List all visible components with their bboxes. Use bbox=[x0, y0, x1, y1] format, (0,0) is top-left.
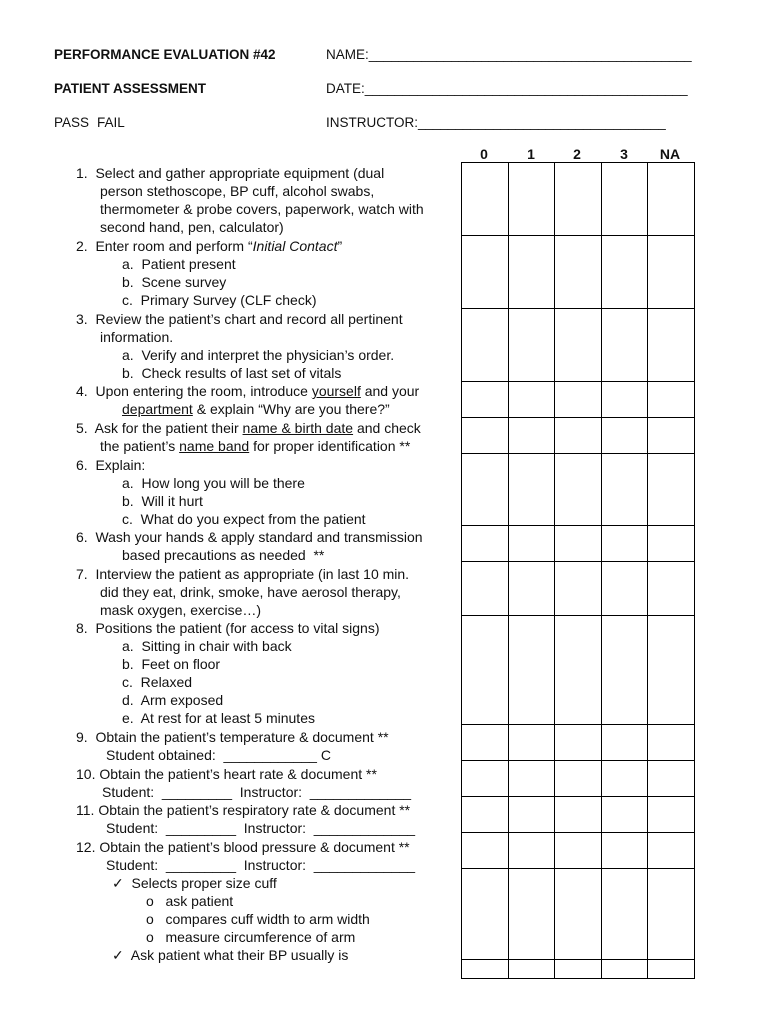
item-5-text: 5. Ask for the patient their bbox=[76, 420, 243, 436]
score-row bbox=[462, 833, 695, 869]
score-cell[interactable] bbox=[508, 382, 555, 418]
score-cell[interactable] bbox=[648, 960, 695, 979]
score-cell[interactable] bbox=[601, 960, 648, 979]
score-cell[interactable] bbox=[555, 418, 602, 454]
score-cell[interactable] bbox=[555, 562, 602, 616]
score-row bbox=[462, 725, 695, 761]
item-4-underline-department: department bbox=[122, 401, 193, 417]
score-cell[interactable] bbox=[555, 382, 602, 418]
score-cell[interactable] bbox=[648, 797, 695, 833]
score-cell[interactable] bbox=[508, 163, 555, 236]
item-1-line3: thermometer & probe covers, paperwork, watch with bbox=[100, 201, 424, 217]
score-row bbox=[462, 869, 695, 960]
form-title: PERFORMANCE EVALUATION #42 bbox=[54, 47, 276, 62]
bullet-compare-cuff: o compares cuff width to arm width bbox=[146, 911, 370, 927]
score-row bbox=[462, 797, 695, 833]
item-8-line3: mask oxygen, exercise…) bbox=[100, 602, 262, 618]
score-row bbox=[462, 616, 695, 725]
score-cell[interactable] bbox=[462, 797, 509, 833]
item-5-underline-name-birth: name & birth date bbox=[242, 420, 354, 436]
check-item-usual-bp: ✓ Ask patient what their BP usually is bbox=[112, 947, 349, 963]
col-header-3: 3 bbox=[620, 146, 628, 162]
score-cell[interactable] bbox=[462, 869, 509, 960]
item-12-line1: 11. Obtain the patient’s respiratory rate & document ** bbox=[76, 802, 411, 818]
score-cell[interactable] bbox=[555, 761, 602, 797]
item-5-line2 bbox=[100, 437, 410, 455]
score-cell[interactable] bbox=[462, 418, 509, 454]
score-cell[interactable] bbox=[508, 236, 555, 309]
item-1-line1: 1. Select and gather appropriate equipment (dual bbox=[76, 165, 385, 181]
score-cell[interactable] bbox=[555, 725, 602, 761]
score-row bbox=[462, 309, 695, 382]
score-cell[interactable] bbox=[648, 418, 695, 454]
name-field[interactable]: NAME:___________________________________________ bbox=[326, 47, 692, 62]
item-8-line1: 7. Interview the patient as appropriate (in last 10 min. bbox=[76, 566, 410, 582]
bullet-measure-arm: o measure circumference of arm bbox=[146, 929, 356, 945]
score-cell[interactable] bbox=[508, 418, 555, 454]
score-cell[interactable] bbox=[601, 418, 648, 454]
item-4-underline-yourself: yourself bbox=[311, 383, 361, 399]
item-6c: c. What do you expect from the patient bbox=[122, 511, 366, 527]
item-2 bbox=[76, 237, 342, 255]
score-cell[interactable] bbox=[508, 562, 555, 616]
score-cell[interactable] bbox=[462, 526, 509, 562]
item-9e: e. At rest for at least 5 minutes bbox=[122, 710, 315, 726]
item-5-line1 bbox=[76, 419, 421, 437]
score-cell[interactable] bbox=[648, 562, 695, 616]
date-field[interactable]: DATE:___________________________________________ bbox=[326, 81, 688, 96]
item-4-text3: & explain “Why are you there?” bbox=[192, 401, 390, 417]
score-row bbox=[462, 960, 695, 979]
score-cell[interactable] bbox=[648, 869, 695, 960]
score-cell[interactable] bbox=[555, 869, 602, 960]
item-7-line1: 6. Wash your hands & apply standard and transmission bbox=[76, 529, 423, 545]
score-row bbox=[462, 526, 695, 562]
score-cell[interactable] bbox=[508, 454, 555, 526]
score-cell[interactable] bbox=[508, 725, 555, 761]
item-3-line2: information. bbox=[100, 329, 174, 345]
item-2c: c. Primary Survey (CLF check) bbox=[122, 292, 317, 308]
score-cell[interactable] bbox=[648, 833, 695, 869]
item-3-line1: 3. Review the patient’s chart and record all pertinent bbox=[76, 311, 403, 327]
score-cell[interactable] bbox=[508, 869, 555, 960]
item-4-text2: and your bbox=[360, 383, 420, 399]
item-5-text3: the patient’s bbox=[100, 438, 180, 454]
bullet-ask-patient: o ask patient bbox=[146, 893, 234, 909]
score-cell[interactable] bbox=[601, 833, 648, 869]
item-9b: b. Feet on floor bbox=[122, 656, 221, 672]
item-11-line2: Student: _________ Instructor: _____________ bbox=[102, 784, 412, 800]
item-7-line2: based precautions as needed ** bbox=[122, 547, 325, 563]
col-header-2: 2 bbox=[573, 146, 581, 162]
score-cell[interactable] bbox=[462, 725, 509, 761]
score-cell[interactable] bbox=[648, 526, 695, 562]
score-cell[interactable] bbox=[648, 236, 695, 309]
score-cell[interactable] bbox=[601, 236, 648, 309]
item-3a: a. Verify and interpret the physician’s order. bbox=[122, 347, 395, 363]
score-row bbox=[462, 382, 695, 418]
score-cell[interactable] bbox=[648, 309, 695, 382]
score-row bbox=[462, 761, 695, 797]
score-cell[interactable] bbox=[601, 616, 648, 725]
score-cell[interactable] bbox=[648, 382, 695, 418]
item-10-line1: 9. Obtain the patient’s temperature & document ** bbox=[76, 729, 389, 745]
form-subtitle: PATIENT ASSESSMENT bbox=[54, 81, 207, 96]
score-cell[interactable] bbox=[508, 309, 555, 382]
score-cell[interactable] bbox=[508, 833, 555, 869]
score-cell[interactable] bbox=[462, 309, 509, 382]
item-1-line2: person stethoscope, BP cuff, alcohol swabs, bbox=[100, 183, 375, 199]
score-cell[interactable] bbox=[462, 833, 509, 869]
item-12-line2: Student: _________ Instructor: _____________ bbox=[106, 820, 416, 836]
col-header-1: 1 bbox=[527, 146, 535, 162]
score-cell[interactable] bbox=[555, 797, 602, 833]
score-cell[interactable] bbox=[648, 616, 695, 725]
score-cell[interactable] bbox=[648, 163, 695, 236]
item-4-text: 4. Upon entering the room, introduce bbox=[76, 383, 312, 399]
item-9: 8. Positions the patient (for access to vital signs) bbox=[76, 620, 380, 636]
score-cell[interactable] bbox=[555, 833, 602, 869]
score-row bbox=[462, 562, 695, 616]
score-cell[interactable] bbox=[601, 382, 648, 418]
item-2-text: 2. Enter room and perform “ bbox=[76, 238, 253, 254]
score-cell[interactable] bbox=[601, 309, 648, 382]
score-cell[interactable] bbox=[462, 163, 509, 236]
item-11-line1: 10. Obtain the patient’s heart rate & document ** bbox=[76, 766, 377, 782]
score-cell[interactable] bbox=[555, 309, 602, 382]
item-2-italic: Initial Contact bbox=[252, 238, 338, 254]
instructor-field[interactable]: INSTRUCTOR:_________________________________ bbox=[326, 115, 666, 130]
score-cell[interactable] bbox=[601, 454, 648, 526]
item-13-line1: 12. Obtain the patient’s blood pressure & document ** bbox=[76, 839, 410, 855]
item-1-line4: second hand, pen, calculator) bbox=[100, 219, 284, 235]
score-cell[interactable] bbox=[462, 562, 509, 616]
score-cell[interactable] bbox=[648, 761, 695, 797]
score-row bbox=[462, 163, 695, 236]
score-cell[interactable] bbox=[601, 163, 648, 236]
col-header-0: 0 bbox=[480, 146, 488, 162]
item-5-underline-name-band: name band bbox=[179, 438, 250, 454]
score-cell[interactable] bbox=[462, 761, 509, 797]
score-cell[interactable] bbox=[648, 454, 695, 526]
check-item-cuff: ✓ Selects proper size cuff bbox=[112, 875, 277, 891]
score-cell[interactable] bbox=[508, 616, 555, 725]
col-header-na: NA bbox=[659, 146, 681, 162]
item-13-line2: Student: _________ Instructor: _____________ bbox=[106, 857, 416, 873]
score-cell[interactable] bbox=[601, 562, 648, 616]
item-5-text4: for proper identification ** bbox=[249, 438, 411, 454]
score-cell[interactable] bbox=[508, 797, 555, 833]
item-2-quote: ” bbox=[337, 238, 343, 254]
item-2a: a. Patient present bbox=[122, 256, 236, 272]
score-grid bbox=[461, 162, 695, 979]
score-cell[interactable] bbox=[555, 616, 602, 725]
score-cell[interactable] bbox=[555, 526, 602, 562]
score-cell[interactable] bbox=[555, 960, 602, 979]
score-cell[interactable] bbox=[601, 797, 648, 833]
score-cell[interactable] bbox=[508, 526, 555, 562]
item-6a: a. How long you will be there bbox=[122, 475, 305, 491]
score-row bbox=[462, 454, 695, 526]
score-cell[interactable] bbox=[462, 236, 509, 309]
score-cell[interactable] bbox=[462, 454, 509, 526]
score-cell[interactable] bbox=[601, 725, 648, 761]
score-cell[interactable] bbox=[508, 761, 555, 797]
item-2b: b. Scene survey bbox=[122, 274, 227, 290]
item-9a: a. Sitting in chair with back bbox=[122, 638, 292, 654]
item-4-line1 bbox=[76, 382, 419, 400]
score-cell[interactable] bbox=[462, 616, 509, 725]
score-row bbox=[462, 236, 695, 309]
pass-option[interactable]: PASS bbox=[54, 115, 90, 130]
item-3b: b. Check results of last set of vitals bbox=[122, 365, 342, 381]
score-cell[interactable] bbox=[601, 869, 648, 960]
score-cell[interactable] bbox=[462, 382, 509, 418]
score-row bbox=[462, 418, 695, 454]
item-5-text2: and check bbox=[353, 420, 421, 436]
score-cell[interactable] bbox=[555, 236, 602, 309]
item-9c: c. Relaxed bbox=[122, 674, 193, 690]
fail-option[interactable]: FAIL bbox=[97, 115, 125, 130]
score-cell[interactable] bbox=[508, 960, 555, 979]
score-cell[interactable] bbox=[462, 960, 509, 979]
item-6: 6. Explain: bbox=[76, 457, 146, 473]
item-4-line2 bbox=[122, 400, 390, 418]
item-10-line2: Student obtained: ____________ C bbox=[106, 747, 331, 763]
score-cell[interactable] bbox=[648, 725, 695, 761]
score-cell[interactable] bbox=[555, 454, 602, 526]
item-8-line2: did they eat, drink, smoke, have aerosol therapy, bbox=[100, 584, 401, 600]
score-cell[interactable] bbox=[555, 163, 602, 236]
score-cell[interactable] bbox=[601, 526, 648, 562]
item-9d: d. Arm exposed bbox=[122, 692, 224, 708]
item-6b: b. Will it hurt bbox=[122, 493, 203, 509]
score-cell[interactable] bbox=[601, 761, 648, 797]
